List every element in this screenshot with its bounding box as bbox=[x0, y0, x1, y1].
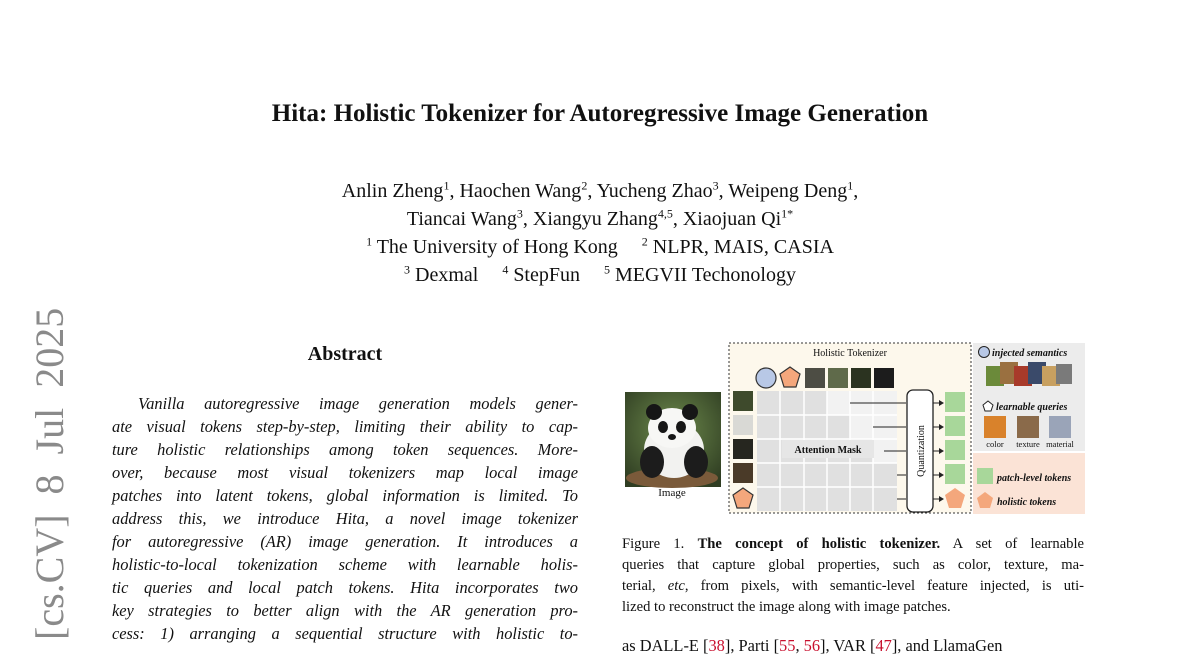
abstract-line: Vanilla autoregressive image generation models gener- bbox=[138, 394, 578, 413]
abstract-line: ate visual tokens step-by-step, limiting their ability to cap- bbox=[112, 417, 578, 436]
figure-caption bbox=[622, 534, 1084, 618]
paper-title: Hita: Holistic Tokenizer for Autoregressive Image Generation bbox=[271, 100, 929, 127]
affiliation: $^5$ MEGVII Techonology bbox=[604, 262, 796, 286]
semantic-thumbnail bbox=[1056, 364, 1072, 384]
legend-sub-texture: texture bbox=[1016, 439, 1040, 449]
patch-thumbnail bbox=[874, 368, 894, 388]
patch-token bbox=[945, 440, 965, 460]
abstract-line: holistic-to-local tokenization scheme with learnable holis- bbox=[112, 555, 578, 574]
legend-sub-color: color bbox=[986, 439, 1004, 449]
patch-thumbnail bbox=[828, 368, 848, 388]
author: Yucheng Zhao$^3$, bbox=[596, 178, 729, 202]
citation-link[interactable]: 55 bbox=[779, 636, 796, 655]
affiliation: $^1$ The University of Hong Kong bbox=[366, 234, 618, 258]
author-list bbox=[0, 178, 1200, 203]
legend-holistic: holistic tokens bbox=[997, 497, 1057, 508]
author: Weipeng Deng$^1$, bbox=[728, 178, 859, 202]
abstract-line: cess: 1) arranging a sequential structure with holistic to- bbox=[112, 624, 578, 643]
abstract-heading: Abstract bbox=[307, 343, 383, 365]
patch-thumbnail bbox=[733, 439, 753, 459]
patch-thumbnail bbox=[805, 368, 825, 388]
body-text-right: as DALL-E [38], Parti [55, 56], VAR [47], and LlamaGen bbox=[622, 636, 1003, 655]
citation-link[interactable]: 38 bbox=[708, 636, 725, 655]
attention-mask-label: Attention Mask bbox=[794, 445, 862, 456]
patch-thumbnail bbox=[733, 391, 753, 411]
citation-link[interactable]: 47 bbox=[875, 636, 892, 655]
abstract-line: for autoregressive (AR) image generation. It introduces a bbox=[112, 532, 578, 551]
affiliation: $^4$ StepFun bbox=[502, 262, 580, 286]
figure-holistic-tokenizer bbox=[622, 340, 1088, 518]
citation-link[interactable]: 56 bbox=[803, 636, 821, 655]
patch-thumbnail bbox=[851, 368, 871, 388]
author-list-continued bbox=[0, 206, 1200, 231]
patch-token bbox=[945, 392, 965, 412]
legend-injected: injected semantics bbox=[992, 348, 1068, 359]
patch-token-legend-icon bbox=[977, 468, 993, 484]
image-label: Image bbox=[658, 487, 686, 499]
quantization-label: Quantization bbox=[916, 425, 927, 477]
caption-line: queries that capture global properties, such as color, texture, ma- bbox=[622, 557, 1084, 573]
abstract-line: patches into latent tokens, global information is limited. To bbox=[112, 486, 578, 505]
color-thumbnail bbox=[984, 416, 1006, 438]
input-image bbox=[625, 392, 721, 488]
injected-semantics-icon bbox=[979, 347, 990, 358]
abstract-line: ture holistic relationships among token sequences. More- bbox=[112, 440, 578, 459]
affiliation-list bbox=[0, 234, 1200, 259]
legend-sub-material: material bbox=[1046, 439, 1074, 449]
texture-thumbnail bbox=[1017, 416, 1039, 438]
patch-thumbnail bbox=[733, 415, 753, 435]
affiliation: $^3$ Dexmal bbox=[404, 262, 479, 286]
patch-token bbox=[945, 464, 965, 484]
patch-thumbnail bbox=[733, 463, 753, 483]
caption-line: Figure 1. The concept of holistic tokenizer. A set of learnable bbox=[622, 536, 1085, 552]
abstract-line: address this, we introduce Hita, a novel image tokenizer bbox=[112, 509, 578, 528]
abstract-line: key strategies to better align with the AR generation pro- bbox=[112, 601, 578, 620]
author: Haochen Wang$^2$, bbox=[459, 178, 597, 202]
caption-line: terial, etc, from pixels, with semantic-level feature injected, is uti- bbox=[622, 578, 1084, 594]
affiliation: $^2$ NLPR, MAIS, CASIA bbox=[641, 234, 834, 258]
author: Xiangyu Zhang$^{4,5}$, bbox=[532, 206, 683, 230]
affiliation-list-continued bbox=[0, 262, 1200, 287]
author: Anlin Zheng$^1$, bbox=[341, 178, 460, 202]
material-thumbnail bbox=[1049, 416, 1071, 438]
author: Xiaojuan $Qi^{1*}$ bbox=[682, 206, 794, 230]
semantic-token-icon bbox=[756, 368, 776, 388]
patch-token bbox=[945, 416, 965, 436]
arxiv-stamp: [cs.CV] 8 Jul 2025 bbox=[27, 307, 72, 640]
abstract-line: tic queries and local patch tokens. Hita incorporates two bbox=[112, 578, 578, 597]
legend-patch: patch-level tokens bbox=[997, 473, 1072, 484]
caption-line: lized to reconstruct the image along with image patches. bbox=[622, 599, 951, 615]
tokenizer-box-title: Holistic Tokenizer bbox=[813, 348, 887, 359]
abstract-body bbox=[112, 392, 578, 645]
author: Tiancai Wang$^3$, bbox=[406, 206, 533, 230]
legend-learnable: learnable queries bbox=[996, 402, 1068, 413]
abstract-line: over, because most visual tokenizers map local image bbox=[112, 463, 578, 482]
